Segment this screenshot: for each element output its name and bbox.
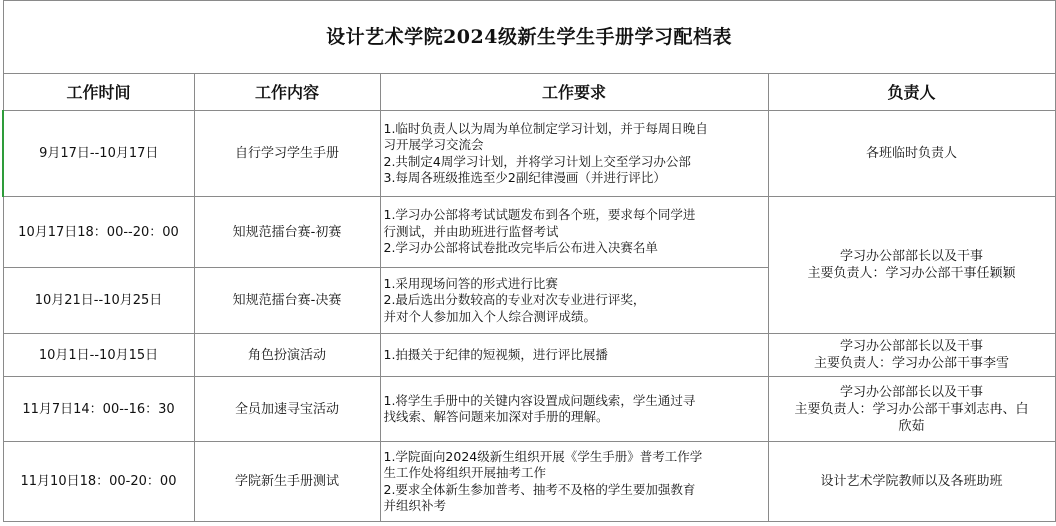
requirement-line: 1.拍摄关于纪律的短视频，进行评比展播	[383, 346, 608, 362]
cell-content[interactable]: 知规范擂台赛-初赛	[194, 197, 380, 268]
owner-line: 学习办公部部长以及干事	[840, 249, 984, 264]
cell-time[interactable]: 11月10日18：00-20：00	[3, 442, 194, 522]
cell-owner[interactable]	[768, 111, 1055, 197]
requirement-line: 生工作处将组织开展抽考工作	[383, 465, 547, 480]
owner-line: 欣茹	[898, 418, 925, 434]
cell-time[interactable]: 11月7日14：00--16：30	[3, 377, 194, 442]
table-row	[3, 111, 1055, 197]
header-requirement[interactable]: 工作要求	[380, 74, 768, 111]
requirement-line: 找线索、解答问题来加深对手册的理解。	[383, 409, 609, 424]
requirement-line: 2.学习办公部将试卷批改完毕后公布进入决赛名单	[383, 240, 658, 256]
cell-owner-merged[interactable]	[768, 197, 1055, 334]
requirement-line: 2.最后选出分数较高的专业对次专业进行评奖，	[383, 292, 646, 308]
cell-time[interactable]: 10月17日18：00--20：00	[3, 197, 194, 268]
owner-line: 主要负责人：学习办公部干事李雪	[814, 356, 1010, 371]
cell-owner[interactable]	[768, 377, 1055, 442]
owner-line: 学习办公部部长以及干事	[840, 339, 984, 354]
table-row	[3, 197, 1055, 268]
table-row	[3, 334, 1055, 377]
cell-content[interactable]: 学院新生手册测试	[194, 442, 380, 522]
cell-content[interactable]: 知规范擂台赛-决赛	[194, 268, 380, 334]
schedule-table	[2, 0, 1056, 522]
cell-content[interactable]: 角色扮演活动	[194, 334, 380, 377]
requirement-line: 习开展学习交流会	[383, 137, 484, 152]
header-time[interactable]: 工作时间	[3, 74, 194, 111]
requirement-line: 2.共制定4周学习计划，并将学习计划上交至学习办公部	[383, 153, 691, 169]
requirement-line: 1.学习办公部将考试试题发布到各个班，要求每个同学进	[383, 207, 696, 223]
cell-requirement[interactable]	[380, 111, 768, 197]
owner-line: 主要负责人：学习办公部干事刘志冉、白	[794, 401, 1029, 417]
requirement-line: 1.临时负责人以为周为单位制定学习计划，并于每周日晚自	[383, 120, 708, 136]
table-title[interactable]: 设计艺术学院2024级新生学生手册学习配档表	[3, 1, 1055, 74]
requirement-line: 1.学院面向2024级新生组织开展《学生手册》普考工作学	[383, 448, 703, 464]
cell-content[interactable]: 全员加速寻宝活动	[194, 377, 380, 442]
cell-owner[interactable]	[768, 442, 1055, 522]
requirement-line: 行测试，并由助班进行监督考试	[383, 223, 559, 239]
cell-requirement[interactable]	[380, 442, 768, 522]
requirement-line: 1.采用现场问答的形式进行比赛	[383, 275, 558, 291]
requirement-line: 2.要求全体新生参加普考、抽考不及格的学生要加强教育	[383, 481, 696, 497]
cell-content[interactable]: 自行学习学生手册	[194, 111, 380, 197]
requirement-line: 3.每周各班级推选至少2副纪律漫画（并进行评比）	[383, 170, 666, 185]
cell-requirement[interactable]	[380, 268, 768, 334]
owner-line: 主要负责人：学习办公部干事任颖颖	[807, 266, 1016, 281]
cell-time[interactable]: 10月21日--10月25日	[3, 268, 194, 334]
cell-requirement[interactable]	[380, 197, 768, 268]
cell-owner[interactable]	[768, 334, 1055, 377]
owner-line: 学习办公部部长以及干事	[840, 384, 984, 400]
owner-line: 各班临时负责人	[866, 146, 958, 161]
requirement-line: 并组织补考	[383, 498, 447, 513]
header-owner[interactable]: 负责人	[768, 74, 1055, 111]
cell-time[interactable]: 9月17日--10月17日	[3, 111, 194, 197]
table-row	[3, 442, 1055, 522]
header-content[interactable]: 工作内容	[194, 74, 380, 111]
requirement-line: 并对个人参加加入个人综合测评成绩。	[383, 308, 597, 324]
cell-time[interactable]: 10月1日--10月15日	[3, 334, 194, 377]
owner-line: 设计艺术学院教师以及各班助班	[820, 474, 1003, 489]
cell-requirement[interactable]	[380, 334, 768, 377]
requirement-line: 1.将学生手册中的关键内容设置成问题线索，学生通过寻	[383, 392, 696, 408]
cell-requirement[interactable]	[380, 377, 768, 442]
table-row	[3, 377, 1055, 442]
